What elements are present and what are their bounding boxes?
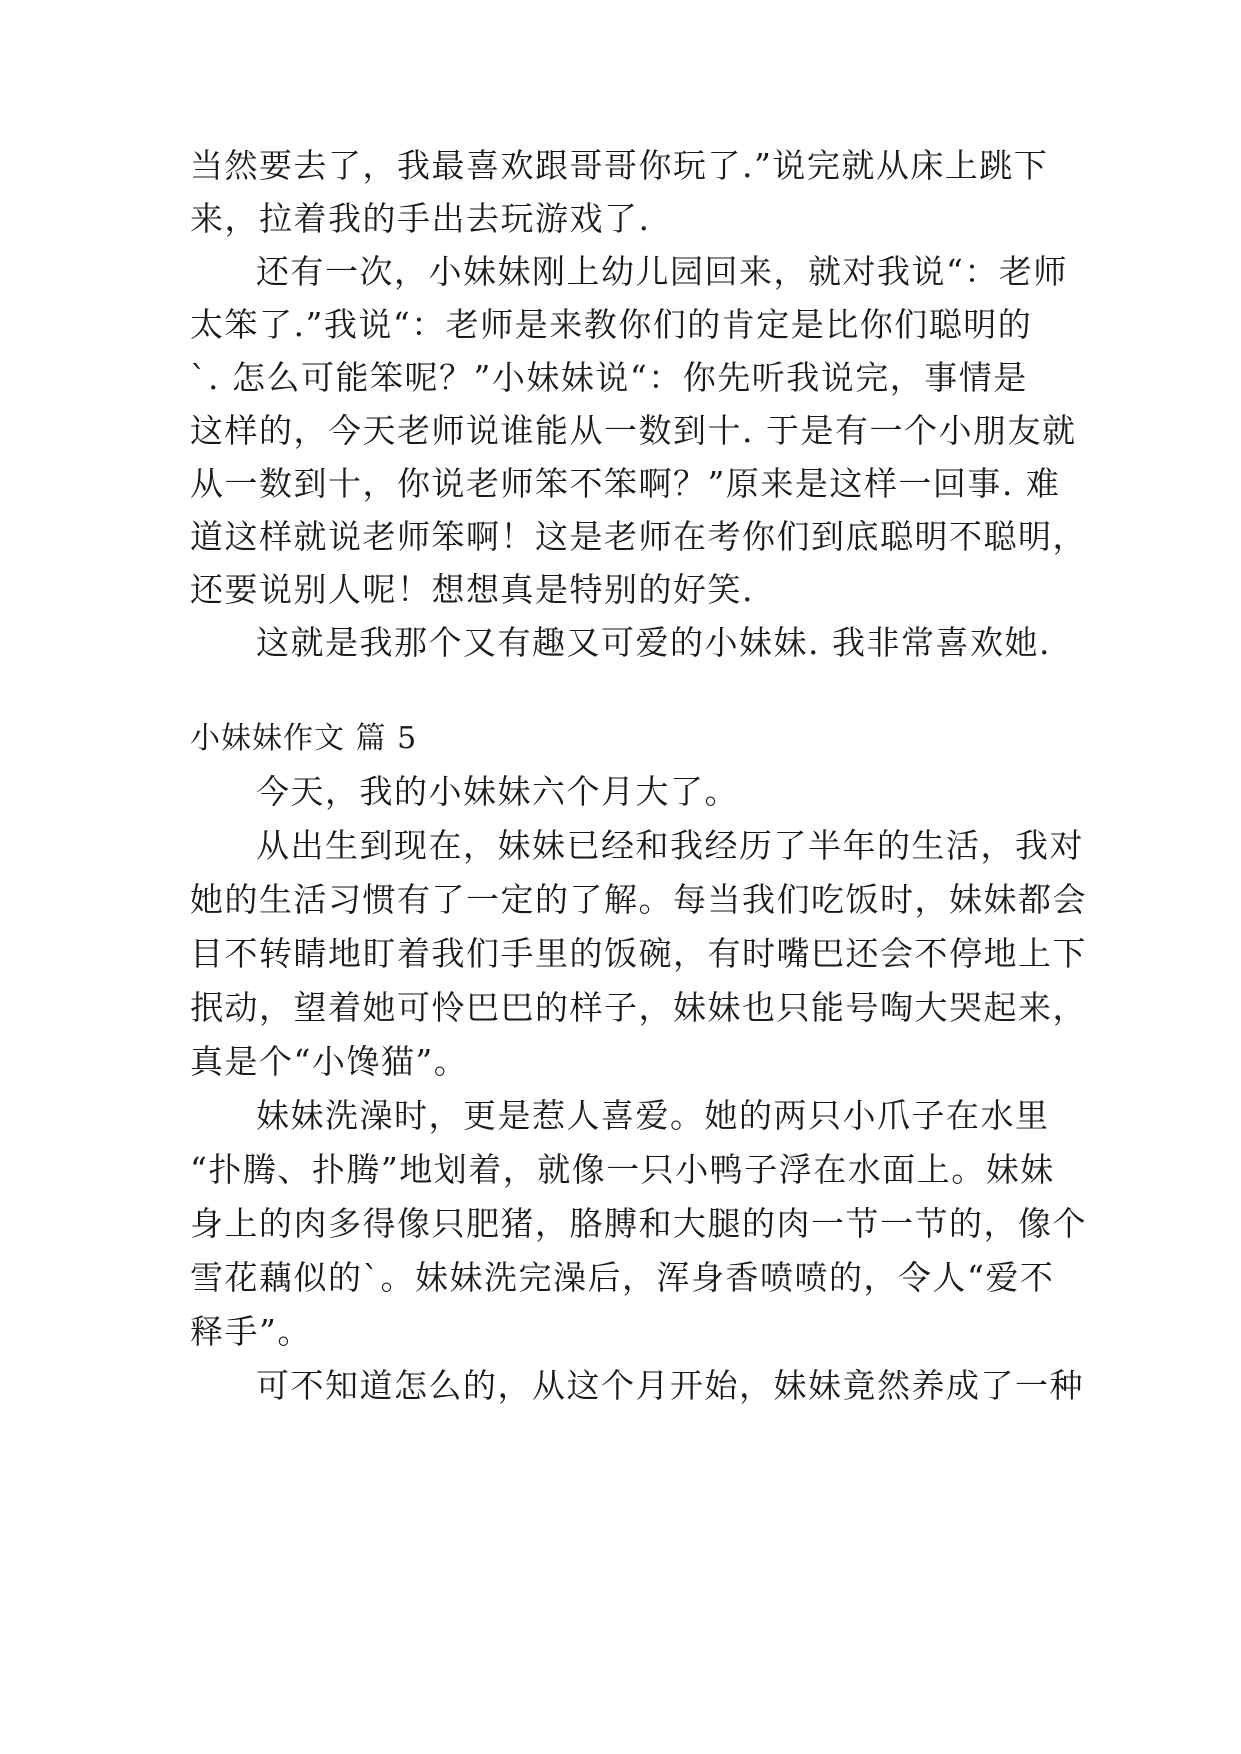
paragraph-start-line: 还有一次，小妹妹刚上幼儿园回来，就对我说“：老师	[256, 252, 1068, 291]
text-line: 道这样就说老师笨啊！这是老师在考你们到底聪明不聪明，	[190, 517, 1087, 556]
paragraph-start-line: 今天，我的小妹妹六个月大了。	[256, 772, 739, 811]
text-line: 身上的肉多得像只肥猪，胳膊和大腿的肉一节一节的，像个	[190, 1204, 1087, 1243]
paragraph-start-line: 这就是我那个又有趣又可爱的小妹妹. 我非常喜欢她.	[256, 623, 1051, 662]
text-line: 来，拉着我的手出去玩游戏了.	[190, 199, 651, 238]
text-line: 目不转睛地盯着我们手里的饭碗，有时嘴巴还会不停地上下	[190, 934, 1087, 973]
paragraph-start-line: 从出生到现在，妹妹已经和我经历了半年的生活，我对	[256, 826, 1084, 865]
text-line: 当然要去了，我最喜欢跟哥哥你玩了.”说完就从床上跳下	[190, 146, 1049, 185]
paragraph-start-line: 妹妹洗澡时，更是惹人喜爱。她的两只小爪子在水里	[256, 1096, 1050, 1135]
text-line: “扑腾、扑腾”地划着，就像一只小鸭子浮在水面上。妹妹	[190, 1150, 1055, 1189]
text-line: 这样的，今天老师说谁能从一数到十. 于是有一个小朋友就	[190, 411, 1077, 450]
text-line: `. 怎么可能笨呢？”小妹妹说“：你先听我说完，事情是	[190, 358, 1028, 397]
text-line: 雪花藕似的`。妹妹洗完澡后，浑身香喷喷的，令人“爱不	[190, 1258, 1055, 1297]
text-line: 从一数到十，你说老师笨不笨啊？”原来是这样一回事. 难	[190, 464, 1061, 503]
text-line: 还要说别人呢！想想真是特别的好笑.	[190, 570, 754, 609]
section-heading: 小妹妹作文 篇 5	[190, 721, 418, 756]
text-line: 太笨了.”我说“：老师是来教你们的肯定是比你们聪明的	[190, 305, 1033, 344]
paragraph-start-line: 可不知道怎么的，从这个月开始，妹妹竟然养成了一种	[256, 1366, 1084, 1405]
text-line: 真是个“小馋猫”。	[190, 1042, 469, 1081]
text-line: 释手”。	[190, 1312, 312, 1351]
text-line: 抿动，望着她可怜巴巴的样子，妹妹也只能号啕大哭起来，	[190, 988, 1087, 1027]
text-line: 她的生活习惯有了一定的了解。每当我们吃饭时，妹妹都会	[190, 880, 1087, 919]
